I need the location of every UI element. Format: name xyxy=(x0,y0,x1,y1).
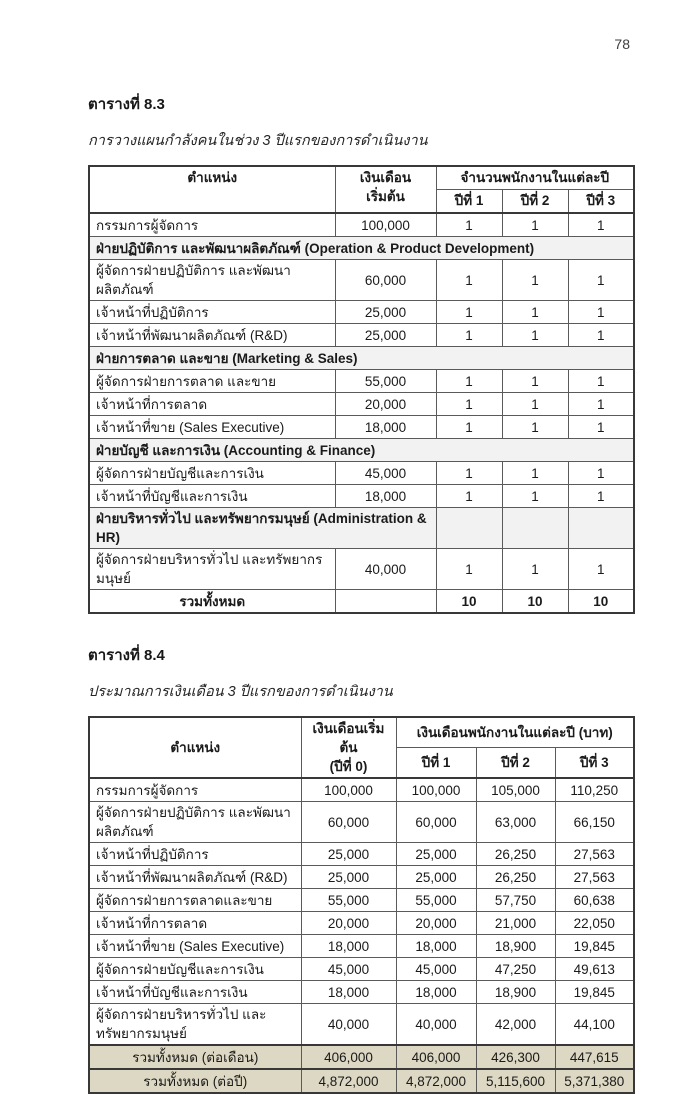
salary-row xyxy=(89,912,634,935)
year3-count-cell: 1 xyxy=(568,393,634,416)
year1-count-cell: 1 xyxy=(436,213,502,237)
year1-salary-cell: 55,000 xyxy=(396,889,476,912)
year2-salary-cell: 21,000 xyxy=(476,912,555,935)
header-salary-per-year-group: เงินเดือนพนักงานในแต่ละปี (บาท) xyxy=(396,717,634,748)
position-cell: ผู้จัดการฝ่ายบัญชีและการเงิน xyxy=(89,462,335,485)
manpower-table-header xyxy=(89,166,634,213)
position-cell: เจ้าหน้าที่ปฏิบัติการ xyxy=(89,301,335,324)
year0-salary-cell: 25,000 xyxy=(301,843,396,866)
header-starting-salary-line2: (ปีที่ 0) xyxy=(329,759,368,774)
year2-salary-cell: 57,750 xyxy=(476,889,555,912)
position-cell: ผู้จัดการฝ่ายบริหารทั่วไป และทรัพยากรมนุษย์ xyxy=(89,549,335,590)
position-cell: ผู้จัดการฝ่ายบริหารทั่วไป และทรัพยากรมนุษย์ xyxy=(89,1004,301,1046)
position-cell: กรรมการผู้จัดการ xyxy=(89,778,301,802)
year0-salary-cell: 45,000 xyxy=(301,958,396,981)
starting-salary-cell: 40,000 xyxy=(335,549,436,590)
header-starting-salary-line1: เงินเดือน xyxy=(359,170,412,185)
year1-salary-cell: 18,000 xyxy=(396,935,476,958)
year3-count-cell xyxy=(568,508,634,549)
position-cell: เจ้าหน้าที่พัฒนาผลิตภัณฑ์ (R&D) xyxy=(89,324,335,347)
year2-salary-cell: 18,900 xyxy=(476,981,555,1004)
year0-salary-cell: 20,000 xyxy=(301,912,396,935)
position-cell: เจ้าหน้าที่การตลาด xyxy=(89,393,335,416)
starting-salary-cell: 100,000 xyxy=(335,213,436,237)
year1-count-cell: 1 xyxy=(436,393,502,416)
year3-salary-cell: 19,845 xyxy=(555,935,634,958)
year3-count-cell: 1 xyxy=(568,416,634,439)
year1-salary-cell: 45,000 xyxy=(396,958,476,981)
salary-row xyxy=(89,889,634,912)
employee-row xyxy=(89,260,634,301)
year0-total-cell: 4,872,000 xyxy=(301,1069,396,1093)
year1-total-cell: 10 xyxy=(436,590,502,614)
year2-count-cell: 1 xyxy=(502,260,568,301)
position-cell: ผู้จัดการฝ่ายบัญชีและการเงิน xyxy=(89,958,301,981)
year2-salary-cell: 26,250 xyxy=(476,866,555,889)
year1-count-cell: 1 xyxy=(436,416,502,439)
year2-count-cell: 1 xyxy=(502,549,568,590)
starting-salary-cell: 45,000 xyxy=(335,462,436,485)
total-label: รวมทั้งหมด xyxy=(89,590,335,614)
header-position: ตำแหน่ง xyxy=(89,166,335,213)
starting-salary-cell: 18,000 xyxy=(335,416,436,439)
year3-count-cell: 1 xyxy=(568,260,634,301)
year1-salary-cell: 25,000 xyxy=(396,866,476,889)
year2-salary-cell: 47,250 xyxy=(476,958,555,981)
header-starting-salary-line2: เริ่มต้น xyxy=(366,189,405,204)
salary-row xyxy=(89,802,634,843)
year1-salary-cell: 100,000 xyxy=(396,778,476,802)
year3-salary-cell: 27,563 xyxy=(555,843,634,866)
year3-count-cell: 1 xyxy=(568,213,634,237)
employee-row xyxy=(89,485,634,508)
year3-count-cell: 1 xyxy=(568,370,634,393)
total-row xyxy=(89,590,634,614)
salary-row xyxy=(89,958,634,981)
department-label: ฝ่ายบริหารทั่วไป และทรัพยากรมนุษย์ (Administration & HR) xyxy=(89,508,436,549)
year1-salary-cell: 25,000 xyxy=(396,843,476,866)
year1-count-cell: 1 xyxy=(436,324,502,347)
salary-row xyxy=(89,778,634,802)
year2-count-cell: 1 xyxy=(502,485,568,508)
grand-total-row xyxy=(89,1045,634,1069)
starting-salary-cell: 25,000 xyxy=(335,324,436,347)
position-cell: เจ้าหน้าที่บัญชีและการเงิน xyxy=(89,981,301,1004)
year2-count-cell: 1 xyxy=(502,462,568,485)
year0-total-cell: 406,000 xyxy=(301,1045,396,1069)
year3-total-cell: 5,371,380 xyxy=(555,1069,634,1093)
header-position: ตำแหน่ง xyxy=(89,717,301,778)
year3-salary-cell: 60,638 xyxy=(555,889,634,912)
year2-salary-cell: 105,000 xyxy=(476,778,555,802)
page-number: 78 xyxy=(614,36,630,52)
year0-salary-cell: 55,000 xyxy=(301,889,396,912)
year2-salary-cell: 42,000 xyxy=(476,1004,555,1046)
year2-count-cell: 1 xyxy=(502,393,568,416)
grand-total-row xyxy=(89,1069,634,1093)
employee-row xyxy=(89,301,634,324)
year2-count-cell: 1 xyxy=(502,324,568,347)
position-cell: ผู้จัดการฝ่ายปฏิบัติการ และพัฒนาผลิตภัณฑ์ xyxy=(89,802,301,843)
year2-total-cell: 5,115,600 xyxy=(476,1069,555,1093)
manpower-table xyxy=(88,165,635,614)
year3-salary-cell: 49,613 xyxy=(555,958,634,981)
year0-salary-cell: 18,000 xyxy=(301,935,396,958)
year1-count-cell: 1 xyxy=(436,301,502,324)
year1-count-cell: 1 xyxy=(436,485,502,508)
year3-count-cell: 1 xyxy=(568,462,634,485)
starting-salary-cell: 20,000 xyxy=(335,393,436,416)
starting-salary-cell xyxy=(335,590,436,614)
total-label: รวมทั้งหมด (ต่อปี) xyxy=(89,1069,301,1093)
employee-row xyxy=(89,393,634,416)
year3-salary-cell: 110,250 xyxy=(555,778,634,802)
position-cell: เจ้าหน้าที่ขาย (Sales Executive) xyxy=(89,935,301,958)
salary-row xyxy=(89,1004,634,1046)
manpower-table-body xyxy=(89,213,634,613)
year1-count-cell: 1 xyxy=(436,462,502,485)
position-cell: เจ้าหน้าที่พัฒนาผลิตภัณฑ์ (R&D) xyxy=(89,866,301,889)
year3-count-cell: 1 xyxy=(568,549,634,590)
salary-row xyxy=(89,843,634,866)
total-label: รวมทั้งหมด (ต่อเดือน) xyxy=(89,1045,301,1069)
position-cell: ผู้จัดการฝ่ายการตลาดและขาย xyxy=(89,889,301,912)
year1-salary-cell: 40,000 xyxy=(396,1004,476,1046)
position-cell: กรรมการผู้จัดการ xyxy=(89,213,335,237)
year1-count-cell: 1 xyxy=(436,549,502,590)
position-cell: ผู้จัดการฝ่ายการตลาด และขาย xyxy=(89,370,335,393)
header-year2: ปีที่ 2 xyxy=(502,190,568,214)
header-year1: ปีที่ 1 xyxy=(436,190,502,214)
department-section-row xyxy=(89,347,634,370)
year1-count-cell: 1 xyxy=(436,370,502,393)
year2-total-cell: 426,300 xyxy=(476,1045,555,1069)
starting-salary-cell: 18,000 xyxy=(335,485,436,508)
year0-salary-cell: 25,000 xyxy=(301,866,396,889)
salary-row xyxy=(89,935,634,958)
table1-subtitle: การวางแผนกำลังคนในช่วง 3 ปีแรกของการดำเนินงาน xyxy=(88,133,428,149)
year3-total-cell: 447,615 xyxy=(555,1045,634,1069)
year0-salary-cell: 100,000 xyxy=(301,778,396,802)
starting-salary-cell: 55,000 xyxy=(335,370,436,393)
employee-row xyxy=(89,213,634,237)
salary-projection-table-body xyxy=(89,778,634,1093)
year1-salary-cell: 60,000 xyxy=(396,802,476,843)
year2-salary-cell: 26,250 xyxy=(476,843,555,866)
year1-salary-cell: 18,000 xyxy=(396,981,476,1004)
year3-count-cell: 1 xyxy=(568,301,634,324)
employee-row xyxy=(89,549,634,590)
year2-count-cell: 1 xyxy=(502,301,568,324)
year2-salary-cell: 18,900 xyxy=(476,935,555,958)
header-year2: ปีที่ 2 xyxy=(476,748,555,779)
year1-count-cell xyxy=(436,508,502,549)
year2-salary-cell: 63,000 xyxy=(476,802,555,843)
department-section-row xyxy=(89,237,634,260)
salary-row xyxy=(89,866,634,889)
year1-count-cell: 1 xyxy=(436,260,502,301)
year1-total-cell: 4,872,000 xyxy=(396,1069,476,1093)
header-starting-salary-line1: เงินเดือนเริ่มต้น xyxy=(312,721,385,755)
department-section-row xyxy=(89,439,634,462)
employee-row xyxy=(89,416,634,439)
year2-count-cell: 1 xyxy=(502,213,568,237)
year3-salary-cell: 66,150 xyxy=(555,802,634,843)
employee-row xyxy=(89,324,634,347)
position-cell: เจ้าหน้าที่ขาย (Sales Executive) xyxy=(89,416,335,439)
salary-projection-table xyxy=(88,716,635,1094)
department-label: ฝ่ายปฏิบัติการ และพัฒนาผลิตภัณฑ์ (Operation & Product Development) xyxy=(89,237,634,260)
year3-salary-cell: 44,100 xyxy=(555,1004,634,1046)
header-starting-salary xyxy=(335,166,436,213)
position-cell: เจ้าหน้าที่บัญชีและการเงิน xyxy=(89,485,335,508)
year3-salary-cell: 19,845 xyxy=(555,981,634,1004)
year3-count-cell: 1 xyxy=(568,485,634,508)
year3-total-cell: 10 xyxy=(568,590,634,614)
position-cell: เจ้าหน้าที่การตลาด xyxy=(89,912,301,935)
starting-salary-cell: 25,000 xyxy=(335,301,436,324)
header-year3: ปีที่ 3 xyxy=(555,748,634,779)
employee-row xyxy=(89,462,634,485)
department-section-row xyxy=(89,508,634,549)
year0-salary-cell: 40,000 xyxy=(301,1004,396,1046)
header-year1: ปีที่ 1 xyxy=(396,748,476,779)
table1-title: ตารางที่ 8.3 xyxy=(88,96,165,113)
year2-count-cell: 1 xyxy=(502,370,568,393)
year3-count-cell: 1 xyxy=(568,324,634,347)
department-label: ฝ่ายบัญชี และการเงิน (Accounting & Finance) xyxy=(89,439,634,462)
year2-total-cell: 10 xyxy=(502,590,568,614)
year0-salary-cell: 18,000 xyxy=(301,981,396,1004)
header-year3: ปีที่ 3 xyxy=(568,190,634,214)
year2-count-cell: 1 xyxy=(502,416,568,439)
year1-salary-cell: 20,000 xyxy=(396,912,476,935)
year0-salary-cell: 60,000 xyxy=(301,802,396,843)
salary-projection-table-header xyxy=(89,717,634,778)
table2-title: ตารางที่ 8.4 xyxy=(88,647,165,664)
year3-salary-cell: 22,050 xyxy=(555,912,634,935)
salary-row xyxy=(89,981,634,1004)
position-cell: ผู้จัดการฝ่ายปฏิบัติการ และพัฒนาผลิตภัณฑ์ xyxy=(89,260,335,301)
starting-salary-cell: 60,000 xyxy=(335,260,436,301)
table2-subtitle: ประมาณการเงินเดือน 3 ปีแรกของการดำเนินงาน xyxy=(88,684,393,700)
year2-count-cell xyxy=(502,508,568,549)
header-starting-salary xyxy=(301,717,396,778)
year1-total-cell: 406,000 xyxy=(396,1045,476,1069)
employee-row xyxy=(89,370,634,393)
position-cell: เจ้าหน้าที่ปฏิบัติการ xyxy=(89,843,301,866)
department-label: ฝ่ายการตลาด และขาย (Marketing & Sales) xyxy=(89,347,634,370)
year3-salary-cell: 27,563 xyxy=(555,866,634,889)
header-employees-per-year-group: จำนวนพนักงานในแต่ละปี xyxy=(436,166,634,190)
